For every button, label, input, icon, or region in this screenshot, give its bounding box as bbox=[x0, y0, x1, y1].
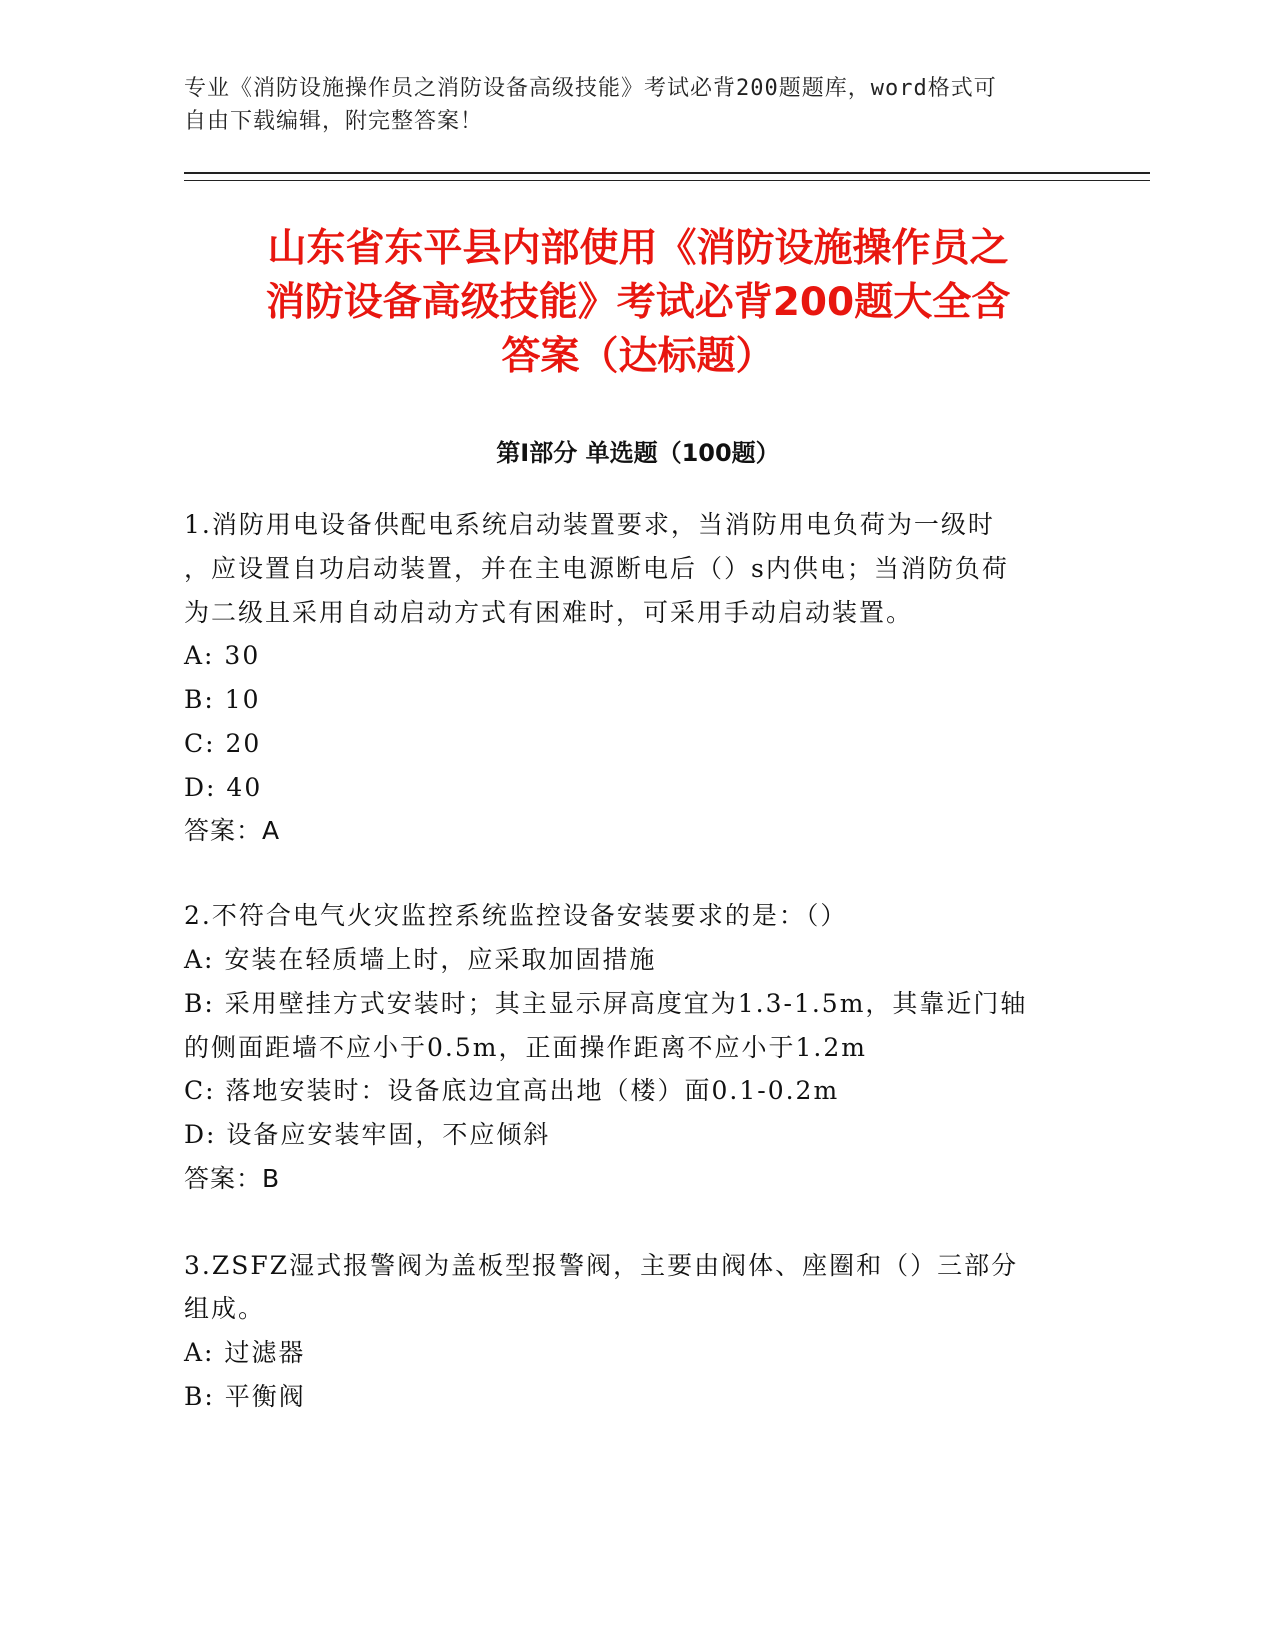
question-3-option-b: B: 平衡阀 bbox=[184, 1382, 306, 1411]
title-line-1: 山东省东平县内部使用《消防设施操作员之 bbox=[267, 226, 1009, 271]
question-1-option-d: D: 40 bbox=[184, 773, 263, 802]
question-3-stem-line: 3.ZSFZ湿式报警阀为盖板型报警阀，主要由阀体、座圈和（）三部分 bbox=[184, 1251, 1019, 1280]
question-3-stem-line: 组成。 bbox=[184, 1294, 266, 1323]
question-2-answer: 答案：B bbox=[184, 1164, 281, 1193]
title-line-2: 消防设备高级技能》考试必背200题大全含 bbox=[265, 280, 1011, 325]
document-title bbox=[184, 222, 1092, 384]
header-note bbox=[184, 72, 1064, 138]
header-note-line-1: 专业《消防设施操作员之消防设备高级技能》考试必背200题题库，word格式可 bbox=[184, 76, 997, 101]
title-line-3: 答案（达标题） bbox=[501, 334, 775, 379]
question-2-stem-line: 2.不符合电气火灾监控系统监控设备安装要求的是：（） bbox=[184, 901, 848, 930]
question-1-option-b: B: 10 bbox=[184, 685, 261, 714]
question-1-option-a: A: 30 bbox=[184, 641, 261, 670]
question-2-option-b-continued: 的侧面距墙不应小于0.5m，正面操作距离不应小于1.2m bbox=[184, 1033, 867, 1062]
question-2-option-b: B: 采用壁挂方式安装时；其主显示屏高度宜为1.3-1.5m，其靠近门轴 bbox=[184, 989, 1028, 1018]
header-note-line-2: 自由下载编辑，附完整答案！ bbox=[184, 109, 484, 134]
question-2-option-d: D: 设备应安装牢固，不应倾斜 bbox=[184, 1120, 551, 1149]
header-divider-thick bbox=[184, 172, 1150, 174]
question-1-option-c: C: 20 bbox=[184, 729, 262, 758]
question-1-stem-line: 1.消防用电设备供配电系统启动装置要求，当消防用电负荷为一级时 bbox=[184, 510, 995, 539]
header-divider-thin bbox=[184, 180, 1150, 181]
question-1-answer: 答案：A bbox=[184, 816, 281, 845]
question-1-stem-line: 为二级且采用自动启动方式有困难时，可采用手动启动装置。 bbox=[184, 598, 914, 627]
question-3-option-a: A: 过滤器 bbox=[184, 1338, 306, 1367]
question-2-option-c: C: 落地安装时：设备底边宜高出地（楼）面0.1-0.2m bbox=[184, 1076, 840, 1105]
section-heading: 第I部分 单选题（100题） bbox=[496, 439, 780, 467]
question-2-option-a: A: 安装在轻质墙上时，应采取加固措施 bbox=[184, 945, 657, 974]
question-1-stem-line: ，应设置自功启动装置，并在主电源断电后（）s内供电；当消防负荷 bbox=[184, 554, 1009, 583]
